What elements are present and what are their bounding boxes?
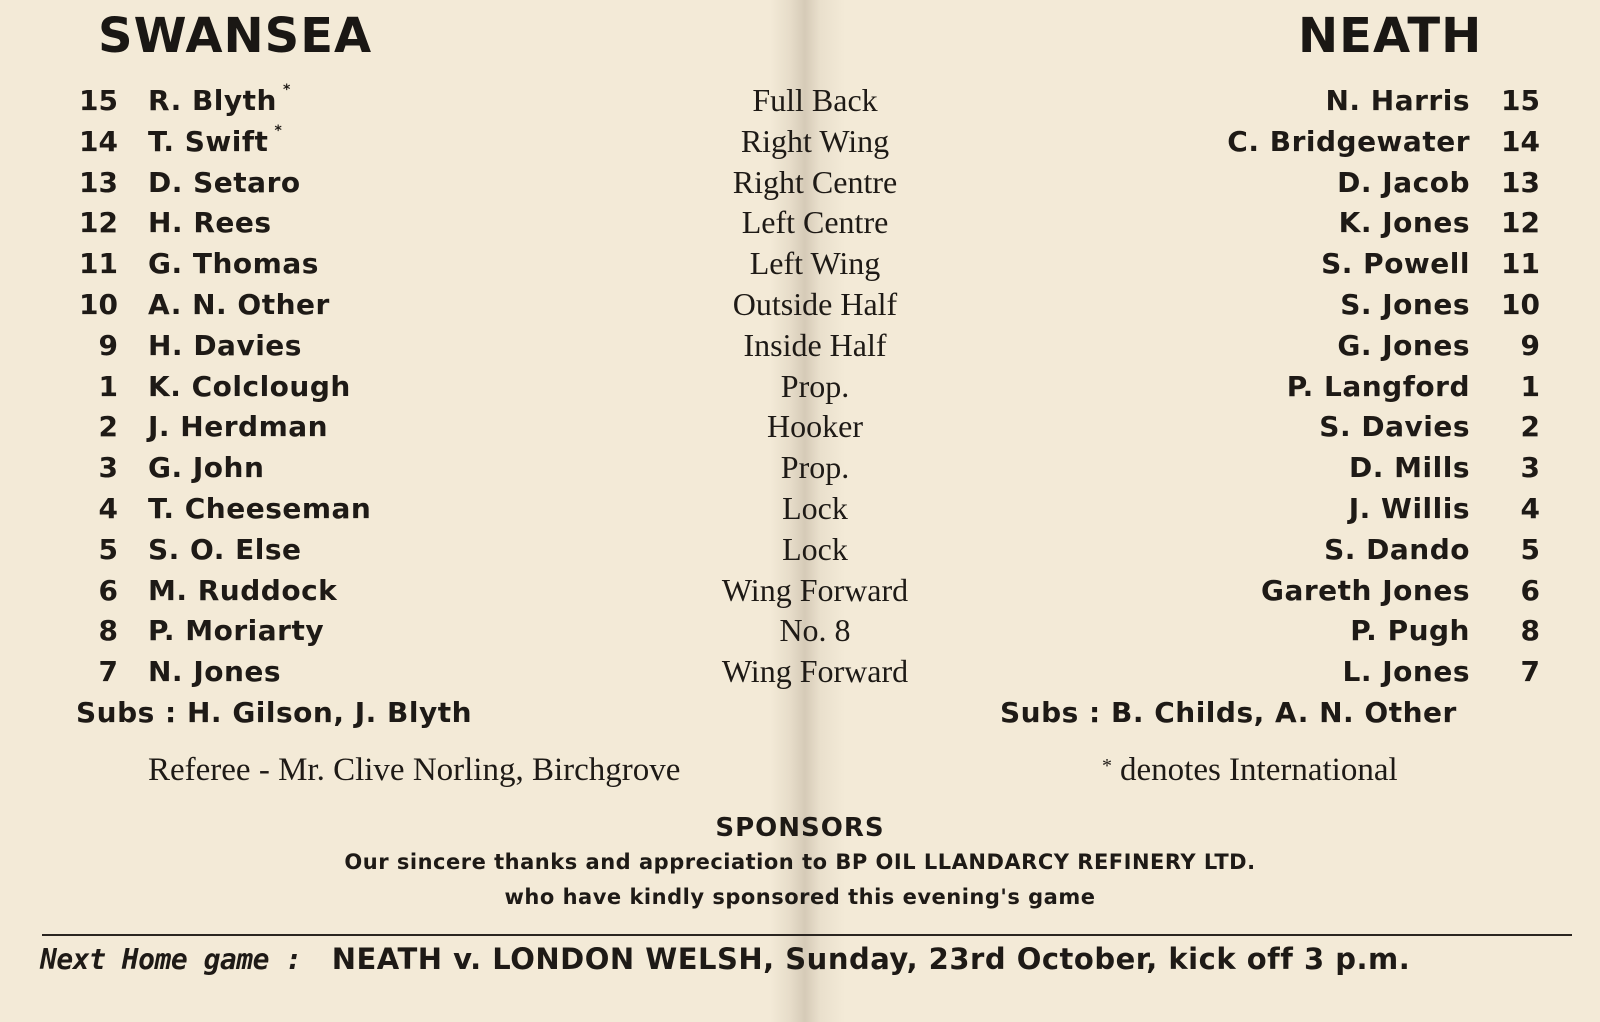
position-label: Right Centre (732, 163, 898, 200)
swansea-player-name-text: P. Moriarty (148, 614, 325, 648)
swansea-player-number: 3 (98, 451, 118, 485)
swansea-player-name (148, 243, 319, 284)
neath-player-name: J. Willis (1348, 492, 1470, 525)
neath-player-name: S. Powell (1321, 247, 1470, 281)
neath-player-name: L. Jones (1342, 655, 1470, 689)
position-label: Wing Forward (721, 571, 909, 608)
lineup-row (0, 488, 1600, 529)
neath-player-number: 8 (1520, 614, 1540, 648)
lineup-row (0, 325, 1600, 366)
swansea-player-name (148, 325, 302, 366)
neath-player-name: P. Pugh (1350, 614, 1470, 648)
neath-player-name: S. Davies (1319, 410, 1470, 444)
position-label: Left Centre (741, 204, 889, 241)
swansea-player-name (148, 366, 351, 407)
position-label: Lock (782, 490, 848, 526)
neath-player-number: 3 (1520, 451, 1540, 485)
swansea-player-name-text: R. Blyth (148, 84, 277, 117)
lineup-row (0, 80, 1600, 121)
lineup-row (0, 610, 1600, 651)
swansea-player-name-text: S. O. Else (148, 532, 302, 566)
swansea-player-name (148, 202, 272, 243)
sponsor-game-line: who have kindly sponsored this evening's game (504, 885, 1096, 909)
swansea-player-number: 5 (98, 532, 118, 566)
international-asterisk: * (274, 122, 283, 139)
neath-player-number: 5 (1520, 532, 1540, 566)
swansea-player-name (148, 80, 291, 121)
neath-player-name: S. Jones (1340, 288, 1470, 321)
position-label: Prop. (780, 449, 850, 486)
swansea-player-name (148, 488, 371, 529)
sponsors-heading: SPONSORS (715, 813, 885, 843)
neath-player-name: K. Jones (1338, 206, 1470, 240)
swansea-player-name-text: T. Cheeseman (148, 492, 372, 525)
neath-player-name: D. Jacob (1337, 165, 1470, 199)
position-label: Prop. (780, 367, 850, 404)
international-note (1102, 752, 1398, 789)
neath-player-name: G. Jones (1337, 328, 1470, 362)
neath-player-number: 13 (1501, 165, 1540, 199)
swansea-player-number: 12 (79, 206, 118, 240)
neath-player-name: C. Bridgewater (1227, 124, 1470, 158)
position-label: Right Wing (740, 122, 890, 159)
neath-player-number: 14 (1501, 124, 1540, 158)
position-label: No. 8 (779, 612, 851, 649)
swansea-player-name-text: H. Davies (148, 328, 302, 362)
swansea-player-number: 1 (98, 369, 118, 403)
swansea-player-number: 4 (98, 492, 118, 525)
international-asterisk: * (1102, 755, 1112, 777)
lineup-row (0, 529, 1600, 570)
next-home-game-details: NEATH v. LONDON WELSH, Sunday, 23rd October, kick off 3 p.m. (331, 942, 1411, 976)
swansea-player-number: 2 (98, 410, 118, 444)
neath-player-number: 11 (1501, 247, 1540, 281)
swansea-player-number: 11 (79, 247, 118, 281)
neath-player-name: P. Langford (1286, 369, 1470, 403)
position-label: Lock (782, 530, 848, 567)
lineup-row (0, 121, 1600, 162)
lineup-row (0, 447, 1600, 488)
position-label: Outside Half (732, 286, 898, 322)
swansea-player-name-text: H. Rees (148, 206, 272, 240)
swansea-player-name (148, 406, 328, 447)
swansea-player-name-text: N. Jones (148, 655, 282, 689)
swansea-player-number: 10 (79, 288, 118, 321)
lineup-row (0, 202, 1600, 243)
neath-player-number: 12 (1501, 206, 1540, 240)
swansea-player-number: 14 (79, 124, 118, 158)
swansea-player-name-text: T. Swift (148, 124, 269, 158)
swansea-team-title: SWANSEA (98, 8, 373, 64)
swansea-player-name-text: D. Setaro (148, 165, 301, 199)
divider-rule (42, 934, 1572, 936)
sponsor-thanks-line: Our sincere thanks and appreciation to BP OIL LLANDARCY REFINERY LTD. (344, 850, 1256, 874)
lineup-row (0, 243, 1600, 284)
swansea-player-number: 13 (79, 165, 118, 199)
swansea-player-name (148, 529, 302, 570)
lineup-row (0, 651, 1600, 692)
lineup-row (0, 162, 1600, 203)
position-label: Full Back (752, 82, 878, 118)
swansea-player-number: 8 (98, 614, 118, 648)
neath-player-name: D. Mills (1349, 451, 1470, 485)
swansea-player-name (148, 447, 264, 488)
next-home-game-label: Next Home game : (40, 943, 302, 976)
neath-player-number: 10 (1501, 288, 1540, 321)
referee-line: Referee - Mr. Clive Norling, Birchgrove (148, 752, 681, 788)
swansea-player-name (148, 121, 282, 162)
neath-substitutes: Subs : B. Childs, A. N. Other (1000, 696, 1457, 729)
neath-player-name: S. Dando (1324, 532, 1470, 566)
neath-player-number: 9 (1520, 328, 1540, 362)
swansea-substitutes: Subs : H. Gilson, J. Blyth (76, 696, 473, 729)
neath-team-title: NEATH (1298, 8, 1483, 64)
swansea-player-name-text: J. Herdman (148, 410, 329, 444)
position-label: Inside Half (743, 326, 887, 363)
swansea-player-name (148, 610, 324, 651)
swansea-player-name-text: M. Ruddock (148, 573, 338, 607)
swansea-player-name (148, 651, 281, 692)
neath-player-number: 4 (1520, 492, 1540, 525)
neath-player-number: 1 (1520, 369, 1540, 403)
neath-player-number: 7 (1520, 655, 1540, 689)
swansea-player-name-text: G. Thomas (148, 247, 319, 281)
swansea-player-number: 7 (98, 655, 118, 689)
swansea-player-name (148, 162, 301, 203)
neath-player-name: Gareth Jones (1261, 573, 1470, 607)
swansea-player-number: 6 (98, 573, 118, 607)
neath-player-name: N. Harris (1325, 84, 1470, 117)
lineup-row (0, 284, 1600, 325)
neath-player-number: 6 (1520, 573, 1540, 607)
position-label: Hooker (767, 408, 863, 445)
swansea-player-name-text: A. N. Other (148, 288, 330, 321)
lineup-row (0, 570, 1600, 611)
next-home-game (40, 942, 1410, 976)
lineup-row (0, 366, 1600, 407)
swansea-player-number: 9 (98, 328, 118, 362)
international-note-text: denotes International (1120, 752, 1398, 788)
swansea-player-name (148, 284, 330, 325)
neath-player-number: 15 (1501, 84, 1540, 117)
international-asterisk: * (282, 82, 291, 98)
swansea-player-name-text: K. Colclough (148, 369, 351, 403)
swansea-player-name-text: G. John (148, 451, 265, 485)
neath-player-number: 2 (1520, 410, 1540, 444)
swansea-player-number: 15 (79, 84, 118, 117)
position-label: Left Wing (749, 245, 881, 282)
position-label: Wing Forward (721, 653, 909, 690)
swansea-player-name (148, 570, 337, 611)
lineup-row (0, 406, 1600, 447)
